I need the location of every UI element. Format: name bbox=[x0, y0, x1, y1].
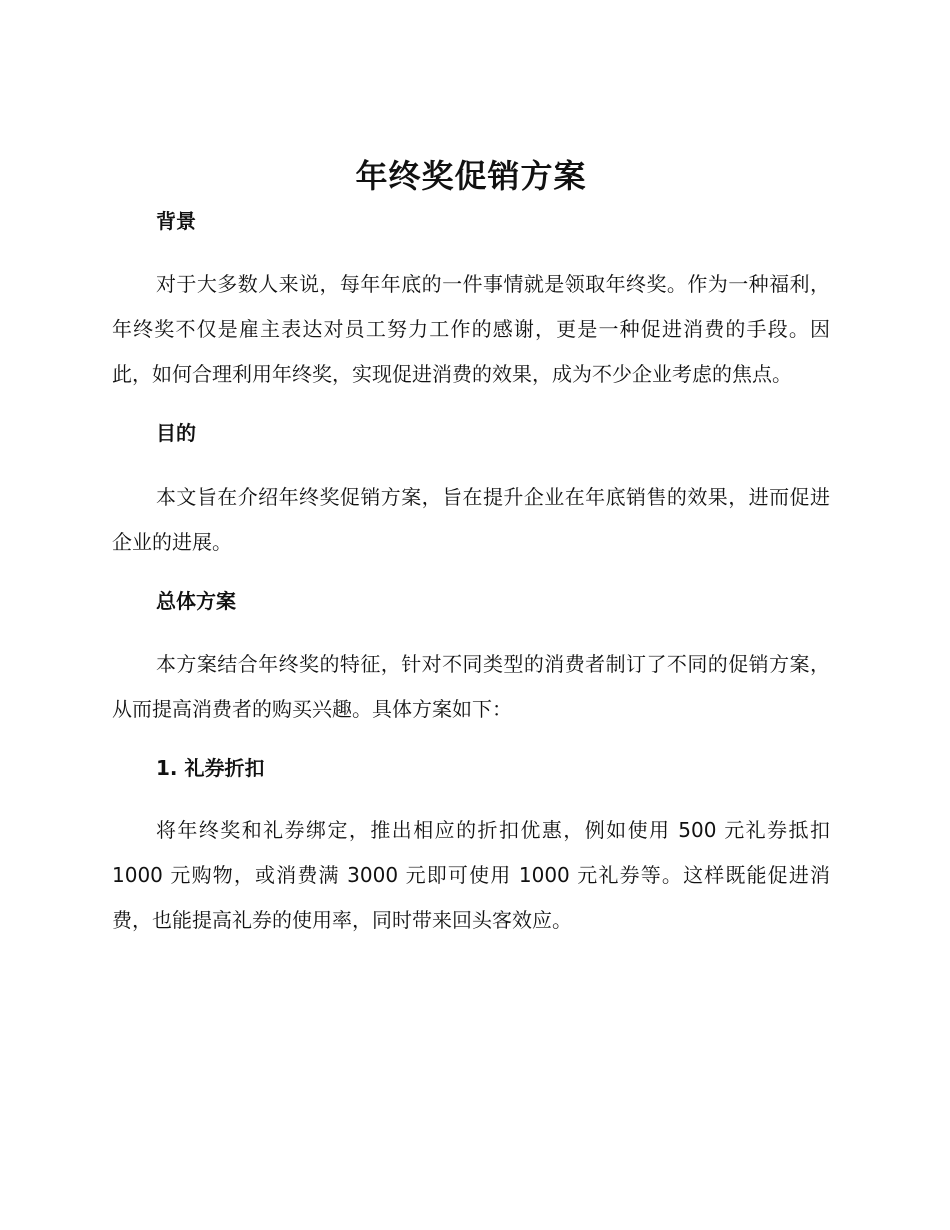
document-body bbox=[112, 148, 830, 943]
section-heading-overall-plan: 总体方案 bbox=[156, 589, 236, 613]
section-heading-purpose: 目的 bbox=[156, 421, 196, 445]
section-heading-gift-coupon: 1. 礼券折扣 bbox=[156, 756, 265, 780]
section-paragraph-overall-plan: 本方案结合年终奖的特征，针对不同类型的消费者制订了不同的促销方案，从而提高消费者的购买兴趣。具体方案如下： bbox=[112, 652, 830, 721]
document-title: 年终奖促销方案 bbox=[355, 157, 587, 195]
section-paragraph-gift-coupon: 将年终奖和礼券绑定，推出相应的折扣优惠，例如使用 500 元礼券抵扣 1000 元购物，或消费满 3000 元即可使用 1000 元礼券等。这样既能促进消费，也能提高礼券的使用率，同时带来回头客效应。 bbox=[112, 818, 830, 932]
section-paragraph-purpose: 本文旨在介绍年终奖促销方案，旨在提升企业在年底销售的效果，进而促进企业的进展。 bbox=[112, 485, 830, 554]
section-paragraph-background: 对于大多数人来说，每年年底的一件事情就是领取年终奖。作为一种福利，年终奖不仅是雇主表达对员工努力工作的感谢，更是一种促进消费的手段。因此，如何合理利用年终奖，实现促进消费的效果，成为不少企业考虑的焦点。 bbox=[112, 272, 830, 386]
section-heading-background: 背景 bbox=[156, 209, 196, 233]
